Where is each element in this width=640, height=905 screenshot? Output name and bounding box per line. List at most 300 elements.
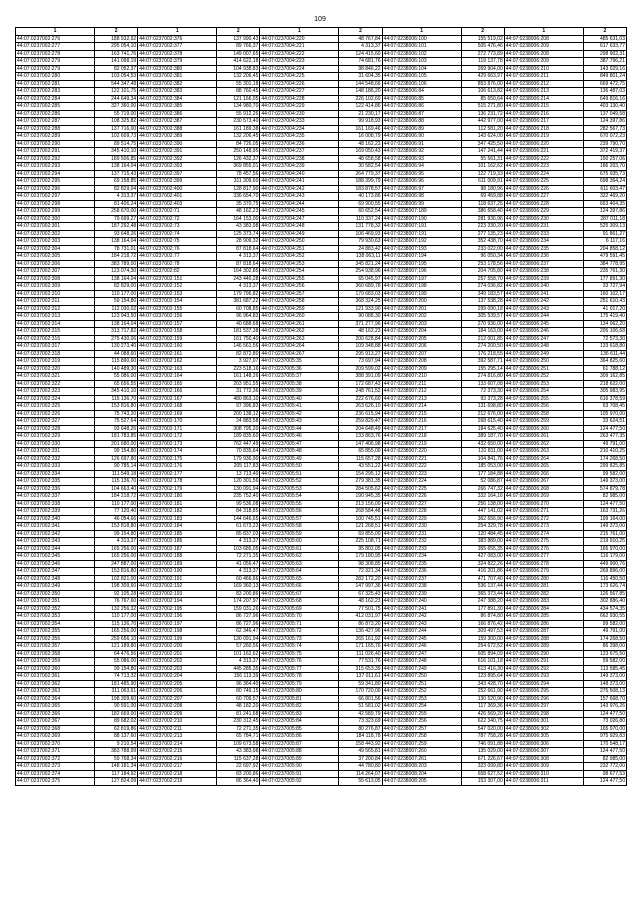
cadastral-number-cell: 44:07:0237005:80 [260, 688, 339, 696]
table-row [16, 523, 627, 531]
cadastral-value-cell: 198 309,60 [95, 695, 138, 703]
cadastral-number-cell: 44:07:0237002:359 [16, 658, 95, 666]
table-row [16, 125, 627, 133]
cadastral-value-cell: 154 295,12 [339, 470, 382, 478]
cadastral-number-cell: 44:07:0238006:274 [504, 530, 583, 538]
cadastral-value-cell: 90 088,30 [339, 313, 382, 321]
cadastral-value-cell: 109 348,88 [339, 343, 382, 351]
cadastral-value-cell: 86 364,40 [217, 778, 260, 786]
cadastral-number-cell: 44:07:0237002:295 [16, 178, 95, 186]
cadastral-value-cell: 181 783,85 [95, 433, 138, 441]
cadastral-number-cell: 44:07:0238006:307 [504, 748, 583, 756]
cadastral-value-cell: 244 649,34 [95, 95, 138, 103]
cadastral-number-cell: 44:07:0237002:214 [138, 740, 217, 748]
table-row [16, 320, 627, 328]
cadastral-number-cell: 44:07:0237005:89 [260, 755, 339, 763]
cadastral-value-cell: 128 817,90 [217, 185, 260, 193]
cadastral-number-cell: 44:07:0237004:236 [260, 140, 339, 148]
cadastral-value-cell: 268 615,40 [461, 418, 504, 426]
cadastral-value-cell: 275 430,06 [95, 335, 138, 343]
cadastral-number-cell: 44:07:0237004:222 [260, 50, 339, 58]
cadastral-number-cell: 44:07:0237002:335 [16, 478, 95, 486]
cadastral-value-cell: 96 050,34 [461, 253, 504, 261]
cadastral-number-cell: 44:07:0237002:186 [138, 538, 217, 546]
cadastral-value-cell: 153 816,80 [95, 568, 138, 576]
cadastral-number-cell: 44:07:0237004:255 [260, 275, 339, 283]
cadastral-value-cell: 169 050,43 [339, 148, 382, 156]
cadastral-value-cell: 24 883,42 [339, 245, 382, 253]
cadastral-number-cell: 44:07:0237004:252 [260, 253, 339, 261]
cadastral-number-cell: 44:07:0238007:217 [382, 425, 461, 433]
cadastral-number-cell: 44:07:0238007:248 [382, 658, 461, 666]
cadastral-number-cell: 44:07:0237005:51 [260, 470, 339, 478]
cadastral-number-cell: 44:07:0238007:247 [382, 650, 461, 658]
cadastral-value-cell: 205 106,68 [583, 328, 626, 336]
cadastral-number-cell: 44:07:0238006:233 [504, 230, 583, 238]
cadastral-number-cell: 44:07:0237004:258 [260, 298, 339, 306]
cadastral-number-cell: 44:07:0238006:273 [504, 523, 583, 531]
cadastral-number-cell: 44:07:0238006:212 [504, 80, 583, 88]
cadastral-value-cell: 97 396,83 [217, 403, 260, 411]
cadastral-value-cell: 183 878,57 [339, 185, 382, 193]
cadastral-number-cell: 44:07:0238007:245 [382, 635, 461, 643]
cadastral-number-cell: 44:07:0237002:188 [138, 553, 217, 561]
cadastral-number-cell: 44:07:0238006:272 [504, 515, 583, 523]
column-header: 2 [339, 28, 382, 36]
cadastral-number-cell: 44:07:0237002:298 [16, 200, 95, 208]
cadastral-value-cell: 136 487,03 [583, 88, 626, 96]
cadastral-number-cell: 44:07:0237004:237 [260, 148, 339, 156]
cadastral-value-cell: 427 083,00 [461, 553, 504, 561]
cadastral-value-cell: 124 477,50 [583, 710, 626, 718]
cadastral-value-cell: 442 977,00 [461, 118, 504, 126]
cadastral-number-cell: 44:07:0237005:92 [260, 778, 339, 786]
cadastral-value-cell: 77 120,40 [95, 508, 138, 516]
cadastral-value-cell: 88 137,60 [95, 733, 138, 741]
cadastral-number-cell: 44:07:0238007:256 [382, 718, 461, 726]
cadastral-value-cell: 447 141,02 [461, 508, 504, 516]
cadastral-value-cell: 181 485,90 [95, 680, 138, 688]
cadastral-value-cell: 69 900,55 [339, 200, 382, 208]
cadastral-value-cell: 352 438,70 [461, 238, 504, 246]
table-row [16, 238, 627, 246]
cadastral-number-cell: 44:07:0237004:225 [260, 73, 339, 81]
cadastral-value-cell: 65 855,00 [339, 448, 382, 456]
cadastral-value-cell: 114 264,07 [339, 770, 382, 778]
cadastral-number-cell: 44:07:0237002:334 [16, 470, 95, 478]
cadastral-value-cell: 201 680,00 [95, 440, 138, 448]
cadastral-number-cell: 44:07:0237002:279 [16, 65, 95, 73]
cadastral-value-cell: 105 970,00 [583, 410, 626, 418]
cadastral-number-cell: 44:07:0237002:403 [138, 200, 217, 208]
cadastral-number-cell: 44:07:0238006:104 [382, 65, 461, 73]
table-row [16, 110, 627, 118]
table-row [16, 553, 627, 561]
table-row [16, 643, 627, 651]
table-row [16, 628, 627, 636]
cadastral-value-cell: 386 658,40 [461, 208, 504, 216]
cadastral-value-cell: 426 569,20 [461, 710, 504, 718]
table-row [16, 200, 627, 208]
cadastral-number-cell: 44:07:0237002:302 [16, 230, 95, 238]
cadastral-value-cell: 169 360,13 [217, 583, 260, 591]
table-row [16, 373, 627, 381]
cadastral-value-cell: 86 727,96 [217, 613, 260, 621]
cadastral-value-cell: 137 715,43 [95, 170, 138, 178]
cadastral-number-cell: 44:07:0237004:260 [260, 313, 339, 321]
table-row [16, 695, 627, 703]
cadastral-number-cell: 44:07:0237004:235 [260, 133, 339, 141]
cadastral-number-cell: 44:07:0237004:261 [260, 320, 339, 328]
cadastral-value-cell: 165 256,00 [95, 553, 138, 561]
cadastral-number-cell: 44:07:0238006:226 [504, 185, 583, 193]
table-row [16, 178, 627, 186]
cadastral-value-cell: 223 330,20 [461, 223, 504, 231]
cadastral-number-cell: 44:07:0237002:346 [16, 560, 95, 568]
cadastral-value-cell: 126 567,85 [583, 590, 626, 598]
cadastral-number-cell: 44:07:0237002:284 [16, 95, 95, 103]
cadastral-value-cell: 213 156,00 [339, 500, 382, 508]
cadastral-value-cell: 364 825,60 [583, 358, 626, 366]
cadastral-value-cell: 133 863,76 [339, 433, 382, 441]
table-row [16, 275, 627, 283]
table-row [16, 208, 627, 216]
cadastral-number-cell: 44:07:0237002:164 [138, 373, 217, 381]
cadastral-value-cell: 429 663,97 [461, 73, 504, 81]
cadastral-value-cell: 73 026,80 [583, 718, 626, 726]
cadastral-value-cell: 269 896,00 [583, 568, 626, 576]
cadastral-number-cell: 44:07:0238007:190 [382, 215, 461, 223]
cadastral-number-cell: 44:07:0237002:363 [16, 688, 95, 696]
cadastral-number-cell: 44:07:0238007:206 [382, 343, 461, 351]
cadastral-number-cell: 44:07:0238006:98 [382, 193, 461, 201]
table-row [16, 185, 627, 193]
cadastral-number-cell: 44:07:0237002:179 [138, 485, 217, 493]
table-row [16, 335, 627, 343]
cadastral-number-cell: 44:07:0237005:58 [260, 523, 339, 531]
cadastral-value-cell: 232 772,00 [583, 763, 626, 771]
cadastral-number-cell: 44:07:0238007:213 [382, 395, 461, 403]
cadastral-value-cell: 669 472,75 [583, 80, 626, 88]
cadastral-number-cell: 44:07:0237002:184 [138, 523, 217, 531]
cadastral-number-cell: 44:07:0237005:39 [260, 388, 339, 396]
cadastral-number-cell: 44:07:0237002:73 [138, 223, 217, 231]
cadastral-value-cell: 158 443,92 [339, 740, 382, 748]
cadastral-value-cell: 649 816,16 [583, 95, 626, 103]
cadastral-number-cell: 44:07:0238006:243 [504, 305, 583, 313]
cadastral-value-cell: 116 179,00 [583, 553, 626, 561]
cadastral-number-cell: 44:07:0237002:299 [16, 208, 95, 216]
cadastral-number-cell: 44:07:0237002:167 [138, 395, 217, 403]
cadastral-value-cell: 3 927,07 [217, 358, 260, 366]
cadastral-number-cell: 44:07:0237004:233 [260, 118, 339, 126]
cadastral-number-cell: 44:07:0237002:314 [16, 320, 95, 328]
cadastral-number-cell: 44:07:0237002:71 [138, 208, 217, 216]
cadastral-number-cell: 44:07:0238007:234 [382, 553, 461, 561]
cadastral-value-cell: 86 874,80 [461, 613, 504, 621]
cadastral-value-cell: 181 537,38 [217, 328, 260, 336]
table-row [16, 380, 627, 388]
cadastral-number-cell: 44:07:0237002:347 [16, 568, 95, 576]
cadastral-value-cell: 849 801,24 [583, 73, 626, 81]
cadastral-value-cell: 98 677,53 [583, 770, 626, 778]
cadastral-value-cell: 30 582,54 [339, 163, 382, 171]
cadastral-value-cell: 131 811,00 [461, 448, 504, 456]
cadastral-number-cell: 44:07:0238006:278 [504, 560, 583, 568]
cadastral-number-cell: 44:07:0237004:234 [260, 125, 339, 133]
cadastral-number-cell: 44:07:0237004:247 [260, 215, 339, 223]
table-row [16, 485, 627, 493]
cadastral-number-cell: 44:07:0237002:210 [138, 718, 217, 726]
cadastral-number-cell: 44:07:0238006:249 [504, 350, 583, 358]
cadastral-value-cell: 89 766,37 [217, 43, 260, 51]
cadastral-number-cell: 44:07:0238006:214 [504, 95, 583, 103]
table-row [16, 305, 627, 313]
cadastral-value-cell: 115 136,70 [95, 620, 138, 628]
cadastral-number-cell: 44:07:0237005:86 [260, 733, 339, 741]
cadastral-number-cell: 44:07:0237004:256 [260, 283, 339, 291]
cadastral-value-cell: 155 295,14 [461, 365, 504, 373]
cadastral-number-cell: 44:07:0237002:172 [138, 433, 217, 441]
cadastral-number-cell: 44:07:0237002:345 [16, 553, 95, 561]
cadastral-value-cell: 212 676,00 [461, 410, 504, 418]
table-row [16, 418, 627, 426]
table-row [16, 455, 627, 463]
cadastral-value-cell: 153 818,80 [95, 523, 138, 531]
table-row [16, 290, 627, 298]
cadastral-number-cell: 44:07:0237004:249 [260, 230, 339, 238]
cadastral-number-cell: 44:07:0237005:77 [260, 665, 339, 673]
cadastral-number-cell: 44:07:0238007:214 [382, 403, 461, 411]
table-row [16, 133, 627, 141]
cadastral-value-cell: 305 983,95 [583, 388, 626, 396]
cadastral-value-cell: 205 117,83 [217, 463, 260, 471]
cadastral-number-cell: 44:07:0238006:251 [504, 365, 583, 373]
cadastral-number-cell: 44:07:0238007:231 [382, 530, 461, 538]
cadastral-value-cell: 190 945,35 [339, 493, 382, 501]
cadastral-number-cell: 44:07:0237002:190 [138, 568, 217, 576]
table-row [16, 253, 627, 261]
cadastral-number-cell: 44:07:0237002:318 [16, 350, 95, 358]
cadastral-number-cell: 44:07:0238006:305 [504, 733, 583, 741]
cadastral-number-cell: 44:07:0237005:47 [260, 440, 339, 448]
cadastral-value-cell: 308 795,20 [217, 425, 260, 433]
cadastral-number-cell: 44:07:0238006:297 [504, 703, 583, 711]
cadastral-value-cell: 324 822,26 [461, 560, 504, 568]
cadastral-number-cell: 44:07:0238006:260 [504, 425, 583, 433]
cadastral-value-cell: 148 181,34 [95, 763, 138, 771]
cadastral-number-cell: 44:07:0237005:69 [260, 605, 339, 613]
cadastral-number-cell: 44:07:0238007:260 [382, 748, 461, 756]
cadastral-value-cell: 101 162,62 [217, 650, 260, 658]
cadastral-number-cell: 44:07:0237005:57 [260, 515, 339, 523]
cadastral-value-cell: 383 889,00 [461, 538, 504, 546]
cadastral-value-cell: 323 099,80 [461, 763, 504, 771]
page-number: 109 [314, 16, 326, 23]
cadastral-value-cell: 59 154,80 [95, 298, 138, 306]
cadastral-number-cell: 44:07:0237005:78 [260, 673, 339, 681]
cadastral-value-cell: 536 137,44 [461, 583, 504, 591]
cadastral-number-cell: 44:07:0238007:194 [382, 253, 461, 261]
cadastral-value-cell: 160 102,17 [583, 290, 626, 298]
cadastral-number-cell: 44:07:0237002:300 [16, 215, 95, 223]
cadastral-value-cell: 118 637,25 [461, 200, 504, 208]
cadastral-number-cell: 44:07:0238006:228 [504, 200, 583, 208]
cadastral-value-cell: 170 683,03 [339, 290, 382, 298]
cadastral-value-cell: 132 206,45 [217, 73, 260, 81]
cadastral-value-cell: 434 574,35 [583, 605, 626, 613]
cadastral-number-cell: 44:07:0237004:254 [260, 268, 339, 276]
cadastral-number-cell: 44:07:0237005:36 [260, 365, 339, 373]
cadastral-number-cell: 44:07:0237002:325 [16, 403, 95, 411]
cadastral-value-cell: 787 758,28 [461, 733, 504, 741]
cadastral-value-cell: 67 325,43 [339, 590, 382, 598]
cadastral-number-cell: 44:07:0237002:283 [16, 88, 95, 96]
cadastral-number-cell: 44:07:0238006:227 [504, 193, 583, 201]
cadastral-number-cell: 44:07:0238007:251 [382, 680, 461, 688]
cadastral-number-cell: 44:07:0238006:97 [382, 185, 461, 193]
cadastral-number-cell: 44:07:0237002:297 [16, 193, 95, 201]
cadastral-number-cell: 44:07:0238006:275 [504, 538, 583, 546]
cadastral-value-cell: 299 090,18 [461, 305, 504, 313]
cadastral-value-cell: 235 761,30 [583, 268, 626, 276]
cadastral-number-cell: 44:07:0237002:373 [16, 763, 95, 771]
cadastral-value-cell: 853 876,00 [461, 80, 504, 88]
cadastral-number-cell: 44:07:0237002:219 [138, 778, 217, 786]
cadastral-value-cell: 336 654,70 [217, 193, 260, 201]
cadastral-number-cell: 44:07:0238006:284 [504, 605, 583, 613]
cadastral-number-cell: 44:07:0237002:316 [16, 335, 95, 343]
table-row [16, 388, 627, 396]
column-header: 1 [382, 28, 461, 36]
cadastral-number-cell: 44:07:0238006:266 [504, 470, 583, 478]
cadastral-value-cell: 96 364,40 [217, 680, 260, 688]
cadastral-number-cell: 44:07:0237004:230 [260, 110, 339, 118]
cadastral-value-cell: 266 747,32 [461, 485, 504, 493]
cadastral-number-cell: 44:07:0238006:94 [382, 163, 461, 171]
cadastral-number-cell: 44:07:0238007:233 [382, 545, 461, 553]
cadastral-number-cell: 44:07:0238006:269 [504, 493, 583, 501]
cadastral-value-cell: 184 118,78 [339, 733, 382, 741]
cadastral-value-cell: 253 178,56 [461, 260, 504, 268]
cadastral-number-cell: 44:07:0237005:38 [260, 380, 339, 388]
cadastral-value-cell: 111 026,40 [339, 650, 382, 658]
cadastral-number-cell: 44:07:0238006:230 [504, 215, 583, 223]
cadastral-number-cell: 44:07:0237002:376 [138, 35, 217, 43]
cadastral-number-cell: 44:07:0237002:196 [138, 613, 217, 621]
cadastral-number-cell: 44:07:0237005:65 [260, 575, 339, 583]
cadastral-value-cell: 132 206,45 [217, 133, 260, 141]
cadastral-number-cell: 44:07:0237002:173 [138, 440, 217, 448]
cadastral-number-cell: 44:07:0238007:235 [382, 560, 461, 568]
table-row [16, 433, 627, 441]
cadastral-number-cell: 44:07:0238007:199 [382, 290, 461, 298]
cadastral-value-cell: 126 432,37 [217, 155, 260, 163]
cadastral-number-cell: 44:07:0237002:207 [138, 695, 217, 703]
cadastral-value-cell: 99 154,80 [95, 665, 138, 673]
cadastral-number-cell: 44:07:0238006:255 [504, 395, 583, 403]
cadastral-number-cell: 44:07:0238007:227 [382, 500, 461, 508]
cadastral-number-cell: 44:07:0237005:70 [260, 613, 339, 621]
cadastral-value-cell: 49 791,00 [583, 628, 626, 636]
cadastral-value-cell: 61 673,23 [217, 523, 260, 531]
cadastral-number-cell: 44:07:0238007:240 [382, 598, 461, 606]
cadastral-value-cell: 80 749,15 [217, 688, 260, 696]
cadastral-value-cell: 179 936,90 [217, 455, 260, 463]
cadastral-number-cell: 44:07:0238006:279 [504, 568, 583, 576]
cadastral-number-cell: 44:07:0237002:287 [16, 118, 95, 126]
table-row [16, 770, 627, 778]
cadastral-number-cell: 44:07:0237002:330 [16, 440, 95, 448]
cadastral-number-cell: 44:07:0237002:181 [138, 500, 217, 508]
cadastral-value-cell: 383 789,00 [95, 260, 138, 268]
cadastral-number-cell: 44:07:0237004:262 [260, 328, 339, 336]
cadastral-number-cell: 44:07:0238007:241 [382, 605, 461, 613]
cadastral-number-cell: 44:07:0238007:215 [382, 410, 461, 418]
cadastral-value-cell: 259 829,47 [339, 418, 382, 426]
cadastral-value-cell: 449 900,76 [583, 560, 626, 568]
cadastral-value-cell: 282 172,20 [339, 575, 382, 583]
cadastral-number-cell: 44:07:0237005:44 [260, 425, 339, 433]
cadastral-number-cell: 44:07:0237005:63 [260, 560, 339, 568]
cadastral-value-cell: 88 760,45 [217, 88, 260, 96]
cadastral-value-cell: 43 383,98 [217, 223, 260, 231]
cadastral-value-cell: 62 346,47 [217, 628, 260, 636]
cadastral-number-cell: 44:07:0238007:242 [382, 613, 461, 621]
cadastral-number-cell: 44:07:0238007:220 [382, 448, 461, 456]
cadastral-value-cell: 670 072,23 [583, 133, 626, 141]
cadastral-value-cell: 31 772,36 [217, 388, 260, 396]
table-row [16, 500, 627, 508]
cadastral-value-cell: 138 164,04 [95, 320, 138, 328]
cadastral-value-cell: 4 313,37 [217, 568, 260, 576]
table-row [16, 658, 627, 666]
cadastral-value-cell: 157 668,70 [583, 695, 626, 703]
cadastral-number-cell: 44:07:0237002:369 [16, 733, 95, 741]
cadastral-number-cell: 44:07:0237002:211 [138, 725, 217, 733]
cadastral-value-cell: 177 184,88 [461, 470, 504, 478]
cadastral-value-cell: 124 477,50 [583, 748, 626, 756]
cadastral-value-cell: 170 548,17 [583, 740, 626, 748]
cadastral-value-cell: 6 117,16 [583, 238, 626, 246]
cadastral-number-cell: 44:07:0238007:228 [382, 508, 461, 516]
cadastral-value-cell: 165 256,00 [95, 628, 138, 636]
cadastral-value-cell: 185 053,00 [461, 463, 504, 471]
cadastral-value-cell: 223 518,16 [217, 365, 260, 373]
cadastral-value-cell: 130 091,94 [217, 485, 260, 493]
column-header: 2 [583, 28, 626, 36]
cadastral-value-cell: 148 186,20 [339, 88, 382, 96]
cadastral-value-cell: 388 391,09 [339, 373, 382, 381]
cadastral-value-cell: 414 622,18 [217, 58, 260, 66]
cadastral-number-cell: 44:07:0238006:265 [504, 463, 583, 471]
cadastral-number-cell: 44:07:0238006:291 [504, 658, 583, 666]
cadastral-number-cell: 44:07:0238006:221 [504, 148, 583, 156]
cadastral-number-cell: 44:07:0237002:208 [138, 703, 217, 711]
cadastral-number-cell: 44:07:0238006:250 [504, 358, 583, 366]
cadastral-number-cell: 44:07:0238008:203 [382, 763, 461, 771]
cadastral-number-cell: 44:07:0237004:244 [260, 200, 339, 208]
cadastral-value-cell: 52 086,87 [461, 478, 504, 486]
cadastral-number-cell: 44:07:0238007:252 [382, 688, 461, 696]
table-header-row [16, 28, 627, 36]
cadastral-value-cell: 84 318,85 [217, 508, 260, 516]
cadastral-value-cell: 81 241,68 [217, 710, 260, 718]
cadastral-number-cell: 44:07:0237004:221 [260, 43, 339, 51]
cadastral-value-cell: 698 364,24 [583, 178, 626, 186]
cadastral-value-cell: 112 030,02 [95, 305, 138, 313]
cadastral-number-cell: 44:07:0237002:349 [16, 583, 95, 591]
